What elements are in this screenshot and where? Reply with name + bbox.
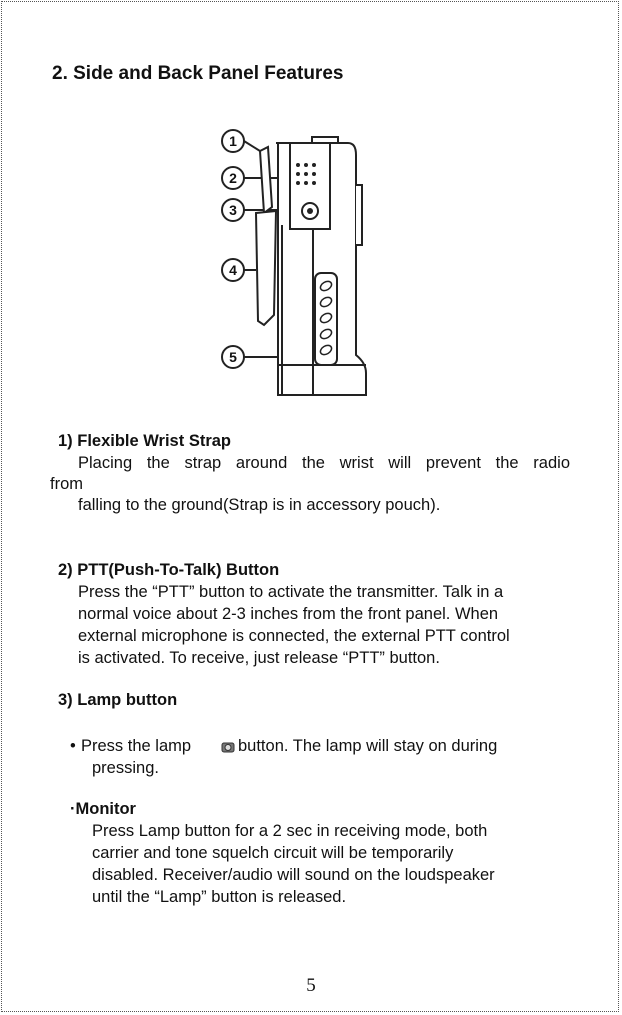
page-number: 5 bbox=[306, 975, 316, 996]
callout-2: 2 bbox=[229, 170, 237, 186]
wrist-strap-line-2: from bbox=[50, 475, 83, 493]
ptt-line-1: Press the “PTT” button to activate the transmitter. Talk in a bbox=[78, 583, 504, 601]
heading-monitor: ·Monitor bbox=[70, 800, 136, 818]
monitor-line-3: disabled. Receiver/audio will sound on the loudspeaker bbox=[92, 866, 495, 884]
callout-4: 4 bbox=[229, 262, 237, 278]
wrist-strap-line-1: Placing the strap around the wrist will prevent the radio bbox=[78, 454, 570, 472]
monitor-line-2: carrier and tone squelch circuit will be temporarily bbox=[92, 844, 454, 862]
callout-3: 3 bbox=[229, 202, 237, 218]
radio-side-view-figure bbox=[216, 125, 376, 400]
ptt-line-4: is activated. To receive, just release “PTT” button. bbox=[78, 649, 440, 667]
callout-1: 1 bbox=[229, 133, 237, 149]
lamp-bullet-line-2: pressing. bbox=[92, 759, 159, 777]
section-title: 2. Side and Back Panel Features bbox=[52, 63, 344, 84]
callout-5: 5 bbox=[229, 349, 237, 365]
heading-wrist-strap: 1) Flexible Wrist Strap bbox=[58, 432, 231, 450]
lamp-bullet-marker: • bbox=[70, 737, 76, 755]
lamp-icon bbox=[221, 740, 235, 754]
lamp-bullet-text-before: Press the lamp bbox=[81, 737, 192, 755]
lamp-bullet-text-after: button. The lamp will stay on during bbox=[238, 737, 498, 755]
heading-lamp-button: 3) Lamp button bbox=[58, 691, 178, 709]
monitor-line-1: Press Lamp button for a 2 sec in receiving mode, both bbox=[92, 822, 488, 840]
monitor-line-4: until the “Lamp” button is released. bbox=[92, 888, 347, 906]
heading-ptt-button: 2) PTT(Push-To-Talk) Button bbox=[58, 561, 280, 579]
wrist-strap-line-3: falling to the ground(Strap is in accessory pouch). bbox=[78, 496, 441, 514]
ptt-line-3: external microphone is connected, the external PTT control bbox=[78, 627, 510, 645]
ptt-line-2: normal voice about 2-3 inches from the front panel. When bbox=[78, 605, 499, 623]
